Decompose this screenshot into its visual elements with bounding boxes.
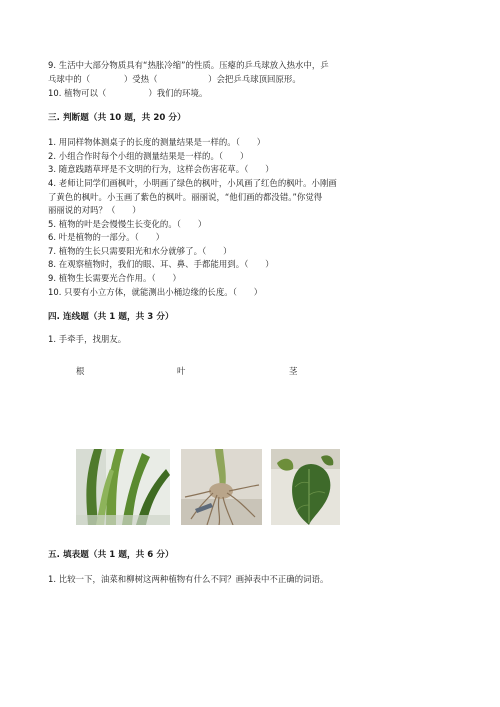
fill-q9-line1: 9. 生活中大部分物质具有“热胀冷缩”的性质。压瘪的乒乓球放入热水中，乒	[48, 60, 329, 70]
label-leaf: 叶	[177, 366, 186, 376]
section-5-title: 五. 填表题（共 1 题，共 6 分）	[48, 550, 174, 560]
judge-item: 10. 只要有小立方体，就能测出小桶边缘的长度。（ ）	[48, 287, 263, 297]
root-photo[interactable]	[181, 449, 262, 525]
judge-item: 8. 在观察植物时，我们的眼、耳、鼻、手都能用到。（ ）	[48, 259, 274, 269]
judge-item: 6. 叶是植物的一部分。（ ）	[48, 232, 165, 242]
fill-q9-line2: 乓球中的（ ）受热（ ）会把乒乓球顶回原形。	[48, 74, 301, 84]
label-stem: 茎	[289, 366, 298, 376]
stem-photo[interactable]	[76, 449, 170, 525]
judge-item: 1. 用同样物体测桌子的长度的测量结果是一样的。（ ）	[48, 137, 266, 147]
label-root: 根	[76, 366, 85, 376]
section-5-question: 1. 比较一下，油菜和柳树这两种植物有什么不同？画掉表中不正确的词语。	[48, 574, 329, 584]
section-3-title: 三. 判断题（共 10 题，共 20 分）	[48, 113, 186, 123]
judge-item: 了黄色的枫叶。小玉画了紫色的枫叶。丽丽说，“他们画的都没错。”你觉得	[48, 192, 323, 202]
judge-item: 3. 随意践踏草坪是不文明的行为，这样会伤害花草。（ ）	[48, 164, 274, 174]
section-4-title: 四. 连线题（共 1 题，共 3 分）	[48, 312, 174, 322]
leaf-photo[interactable]	[271, 449, 340, 525]
section-4-question: 1. 手牵手，找朋友。	[48, 334, 127, 344]
judge-item: 丽丽说的对吗？（ ）	[48, 205, 141, 215]
judge-item: 2. 小组合作时每个小组的测量结果是一样的。（ ）	[48, 151, 249, 161]
judge-item: 4. 老师让同学们画枫叶，小明画了绿色的枫叶，小风画了红色的枫叶。小刚画	[48, 178, 337, 188]
fill-q10: 10. 植物可以（ ）我们的环境。	[48, 88, 208, 98]
judge-item: 9. 植物生长需要光合作用。（ ）	[48, 273, 181, 283]
judge-item: 5. 植物的叶是会慢慢生长变化的。（ ）	[48, 219, 207, 229]
judge-item: 7. 植物的生长只需要阳光和水分就够了。（ ）	[48, 246, 232, 256]
